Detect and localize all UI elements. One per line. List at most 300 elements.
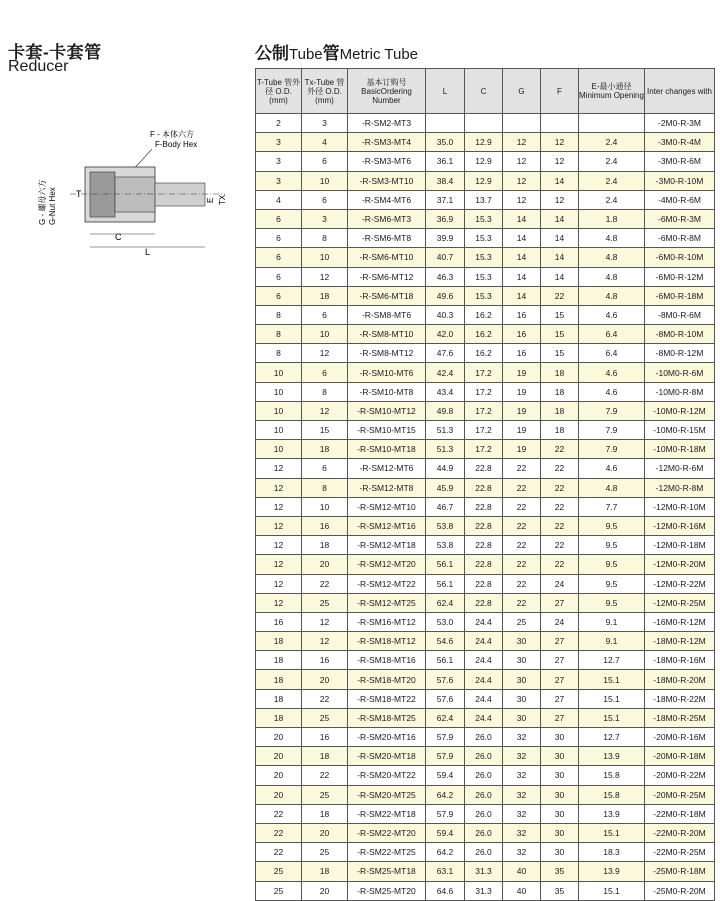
col-e-min-opening-cell: 4.6 bbox=[579, 382, 645, 401]
col-interchanges-cell: -8M0-R-10M bbox=[645, 325, 715, 344]
table-row bbox=[256, 344, 715, 363]
col-interchanges-cell: -12M0-R-20M bbox=[645, 555, 715, 574]
col-ordering-number-cell: -R-SM22-MT20 bbox=[348, 823, 426, 842]
col-ordering-number-cell: -R-SM20-MT18 bbox=[348, 747, 426, 766]
col-ordering-number-cell: -R-SM18-MT22 bbox=[348, 689, 426, 708]
col-g-cell: 14 bbox=[503, 286, 541, 305]
col-e-min-opening-cell: 15.1 bbox=[579, 823, 645, 842]
col-l-cell: 59.4 bbox=[426, 766, 465, 785]
col-t-tube-cell: 12 bbox=[256, 459, 302, 478]
col-g-cell: 40 bbox=[503, 862, 541, 881]
col-f-cell: 15 bbox=[541, 344, 579, 363]
col-ordering-number-cell: -R-SM20-MT25 bbox=[348, 785, 426, 804]
col-l-cell: 49.8 bbox=[426, 401, 465, 420]
col-c-cell: 22.8 bbox=[465, 555, 503, 574]
col-ordering-number-cell: -R-SM18-MT12 bbox=[348, 632, 426, 651]
col-f-cell: 22 bbox=[541, 440, 579, 459]
col-interchanges-cell: -3M0-R-10M bbox=[645, 171, 715, 190]
col-ordering-number-cell: -R-SM6-MT10 bbox=[348, 248, 426, 267]
col-ordering-number-cell: -R-SM18-MT16 bbox=[348, 651, 426, 670]
col-e-min-opening-cell: 2.4 bbox=[579, 133, 645, 152]
col-l-cell: 56.1 bbox=[426, 555, 465, 574]
col-f-cell: 18 bbox=[541, 421, 579, 440]
col-e-min-opening-cell: 4.6 bbox=[579, 459, 645, 478]
col-e-min-opening-cell: 15.8 bbox=[579, 785, 645, 804]
col-ordering-number-cell: -R-SM4-MT6 bbox=[348, 190, 426, 209]
col-g-cell: 32 bbox=[503, 823, 541, 842]
col-ordering-number-cell: -R-SM12-MT25 bbox=[348, 593, 426, 612]
col-l-cell: 42.4 bbox=[426, 363, 465, 382]
col-t-tube-cell: 10 bbox=[256, 401, 302, 420]
col-tx-tube-cell: 18 bbox=[302, 804, 348, 823]
col-c-cell: 15.3 bbox=[465, 286, 503, 305]
col-ordering-number-cell: -R-SM25-MT18 bbox=[348, 862, 426, 881]
table-row bbox=[256, 421, 715, 440]
col-t-tube-cell: 10 bbox=[256, 382, 302, 401]
col-f-cell: 12 bbox=[541, 190, 579, 209]
col-tx-tube-cell: 22 bbox=[302, 574, 348, 593]
col-l-cell: 54.6 bbox=[426, 632, 465, 651]
col-c-cell: 22.8 bbox=[465, 574, 503, 593]
col-c-cell: 24.4 bbox=[465, 632, 503, 651]
col-f-cell: 24 bbox=[541, 574, 579, 593]
col-t-tube-cell: 25 bbox=[256, 881, 302, 900]
col-l-cell: 51.3 bbox=[426, 421, 465, 440]
col-c-cell: 17.2 bbox=[465, 421, 503, 440]
col-c-cell: 26.0 bbox=[465, 804, 503, 823]
col-c-cell: 24.4 bbox=[465, 689, 503, 708]
col-t-tube-cell: 8 bbox=[256, 305, 302, 324]
col-t-tube-cell: 20 bbox=[256, 785, 302, 804]
table-row bbox=[256, 651, 715, 670]
table-row bbox=[256, 382, 715, 401]
col-f-cell: 27 bbox=[541, 670, 579, 689]
table-row bbox=[256, 632, 715, 651]
col-l-cell: 40.7 bbox=[426, 248, 465, 267]
col-tx-tube-cell: 16 bbox=[302, 651, 348, 670]
col-g-cell: 40 bbox=[503, 881, 541, 900]
col-g-cell: 22 bbox=[503, 593, 541, 612]
col-g-cell: 19 bbox=[503, 401, 541, 420]
col-f-cell: 30 bbox=[541, 747, 579, 766]
col-ordering-number-cell: -R-SM12-MT6 bbox=[348, 459, 426, 478]
col-tx-tube-cell: 25 bbox=[302, 708, 348, 727]
col-e-min-opening-cell: 7.9 bbox=[579, 401, 645, 420]
col-f-cell: 35 bbox=[541, 881, 579, 900]
col-l-cell: 64.2 bbox=[426, 843, 465, 862]
col-f-cell: 27 bbox=[541, 708, 579, 727]
col-interchanges-cell: -6M0-R-8M bbox=[645, 229, 715, 248]
col-c-cell: 17.2 bbox=[465, 363, 503, 382]
col-tx-tube-cell: 12 bbox=[302, 401, 348, 420]
col-c-cell: 13.7 bbox=[465, 190, 503, 209]
col-interchanges-cell: -18M0-R-22M bbox=[645, 689, 715, 708]
col-tx-tube-cell: 8 bbox=[302, 382, 348, 401]
col-c-cell: 26.0 bbox=[465, 785, 503, 804]
col-ordering-number-cell: -R-SM12-MT16 bbox=[348, 516, 426, 535]
col-l-cell bbox=[426, 114, 465, 133]
col-g-cell: 19 bbox=[503, 382, 541, 401]
table-row bbox=[256, 747, 715, 766]
product-title-en: Reducer bbox=[8, 58, 69, 75]
col-e-min-opening-cell: 15.1 bbox=[579, 689, 645, 708]
col-interchanges-cell: -18M0-R-16M bbox=[645, 651, 715, 670]
col-tx-tube-cell: 20 bbox=[302, 555, 348, 574]
col-e-min-opening-cell: 4.8 bbox=[579, 248, 645, 267]
col-ordering-number-cell: -R-SM18-MT20 bbox=[348, 670, 426, 689]
table-row bbox=[256, 459, 715, 478]
col-c-cell: 22.8 bbox=[465, 536, 503, 555]
col-interchanges-cell: -8M0-R-6M bbox=[645, 305, 715, 324]
col-tx-tube-cell: 18 bbox=[302, 747, 348, 766]
col-e-min-opening-cell: 4.6 bbox=[579, 363, 645, 382]
col-ordering-number-cell: -R-SM25-MT20 bbox=[348, 881, 426, 900]
col-ordering-number-cell: -R-SM3-MT4 bbox=[348, 133, 426, 152]
col-l-cell: 36.1 bbox=[426, 152, 465, 171]
col-l-cell: 39.9 bbox=[426, 229, 465, 248]
col-c-cell: 22.8 bbox=[465, 516, 503, 535]
col-t-tube-cell: 6 bbox=[256, 209, 302, 228]
col-f-cell: 30 bbox=[541, 766, 579, 785]
col-c-cell: 31.3 bbox=[465, 862, 503, 881]
col-interchanges-cell: -20M0-R-25M bbox=[645, 785, 715, 804]
table-row bbox=[256, 286, 715, 305]
table-body bbox=[256, 114, 715, 901]
f-label-cn: F - 本体六方 bbox=[150, 130, 194, 139]
table-row bbox=[256, 248, 715, 267]
dim-tx: TX bbox=[218, 194, 227, 205]
table-row bbox=[256, 267, 715, 286]
col-l-cell: 59.4 bbox=[426, 823, 465, 842]
col-g-cell: 22 bbox=[503, 574, 541, 593]
col-l-cell: 47.6 bbox=[426, 344, 465, 363]
col-e-min-opening-cell: 12.7 bbox=[579, 651, 645, 670]
table-row bbox=[256, 152, 715, 171]
col-tx-tube-cell: 22 bbox=[302, 689, 348, 708]
col-tx-tube-cell: 20 bbox=[302, 670, 348, 689]
col-interchanges-cell: -8M0-R-12M bbox=[645, 344, 715, 363]
col-interchanges-cell: -25M0-R-20M bbox=[645, 881, 715, 900]
col-interchanges-cell: -20M0-R-18M bbox=[645, 747, 715, 766]
col-ordering-number-cell: -R-SM20-MT16 bbox=[348, 728, 426, 747]
col-f-cell: 12 bbox=[541, 152, 579, 171]
table-row bbox=[256, 785, 715, 804]
col-tx-tube-cell: 12 bbox=[302, 267, 348, 286]
col-interchanges-cell: -16M0-R-12M bbox=[645, 612, 715, 631]
col-g-cell bbox=[503, 114, 541, 133]
col-e-min-opening-cell: 9.1 bbox=[579, 612, 645, 631]
col-e-min-opening-cell: 4.6 bbox=[579, 305, 645, 324]
col-t-tube-cell: 22 bbox=[256, 823, 302, 842]
col-t-tube-cell: 12 bbox=[256, 497, 302, 516]
col-l-cell: 63.1 bbox=[426, 862, 465, 881]
table-row bbox=[256, 823, 715, 842]
col-g-cell: 30 bbox=[503, 632, 541, 651]
table-header-row bbox=[256, 69, 715, 114]
dim-e: E bbox=[206, 197, 215, 203]
col-c-cell: 24.4 bbox=[465, 670, 503, 689]
table-row bbox=[256, 804, 715, 823]
col-ordering-number-cell: -R-SM8-MT12 bbox=[348, 344, 426, 363]
col-c-cell: 22.8 bbox=[465, 593, 503, 612]
col-f-cell: 22 bbox=[541, 536, 579, 555]
col-interchanges-cell: -6M0-R-18M bbox=[645, 286, 715, 305]
col-t-tube-cell: 3 bbox=[256, 152, 302, 171]
col-e-min-opening-cell: 7.9 bbox=[579, 440, 645, 459]
metric-reducer-table bbox=[255, 68, 715, 901]
col-f-cell: 12 bbox=[541, 133, 579, 152]
table-row bbox=[256, 555, 715, 574]
table-row bbox=[256, 497, 715, 516]
col-l-cell: 53.0 bbox=[426, 612, 465, 631]
col-ordering-number-cell: -R-SM12-MT20 bbox=[348, 555, 426, 574]
col-c-cell: 16.2 bbox=[465, 344, 503, 363]
col-g-cell: 32 bbox=[503, 747, 541, 766]
col-t-tube-cell: 22 bbox=[256, 804, 302, 823]
col-f-cell: 22 bbox=[541, 497, 579, 516]
col-ordering-number-cell: -R-SM16-MT12 bbox=[348, 612, 426, 631]
table-row bbox=[256, 114, 715, 133]
table-title-en: Metric Tube bbox=[339, 46, 419, 63]
col-c-cell: 15.3 bbox=[465, 248, 503, 267]
col-t-tube-cell: 20 bbox=[256, 747, 302, 766]
col-c-cell: 15.3 bbox=[465, 209, 503, 228]
table-row bbox=[256, 689, 715, 708]
col-f-cell: 14 bbox=[541, 267, 579, 286]
col-interchanges-cell: -3M0-R-6M bbox=[645, 152, 715, 171]
col-tx-tube-cell: 10 bbox=[302, 325, 348, 344]
dim-t: T bbox=[76, 189, 82, 199]
col-g-cell: 32 bbox=[503, 785, 541, 804]
col-interchanges-cell: -4M0-R-6M bbox=[645, 190, 715, 209]
col-g-cell: 19 bbox=[503, 363, 541, 382]
col-tx-tube-cell: 8 bbox=[302, 229, 348, 248]
col-e-min-opening-cell: 15.1 bbox=[579, 670, 645, 689]
col-interchanges-cell: -2M0-R-3M bbox=[645, 114, 715, 133]
col-t-tube-cell: 20 bbox=[256, 728, 302, 747]
col-g-cell: 30 bbox=[503, 708, 541, 727]
col-c-cell: 26.0 bbox=[465, 728, 503, 747]
fitting-body-shape bbox=[70, 167, 225, 222]
col-l-cell: 46.3 bbox=[426, 267, 465, 286]
col-g-cell: 32 bbox=[503, 843, 541, 862]
col-f-cell: 22 bbox=[541, 555, 579, 574]
col-interchanges-cell: -20M0-R-16M bbox=[645, 728, 715, 747]
col-l-cell: 53.8 bbox=[426, 536, 465, 555]
col-interchanges-cell: -12M0-R-10M bbox=[645, 497, 715, 516]
col-e-min-opening-cell: 9.5 bbox=[579, 555, 645, 574]
col-tx-tube-cell: 8 bbox=[302, 478, 348, 497]
col-interchanges-cell: -22M0-R-25M bbox=[645, 843, 715, 862]
col-f-cell: 30 bbox=[541, 785, 579, 804]
col-e-min-opening-cell: 13.9 bbox=[579, 804, 645, 823]
col-interchanges-cell: -6M0-R-3M bbox=[645, 209, 715, 228]
col-tx-tube-cell: 18 bbox=[302, 440, 348, 459]
col-g-cell: 30 bbox=[503, 651, 541, 670]
col-interchanges-cell: -25M0-R-18M bbox=[645, 862, 715, 881]
col-e-min-opening-cell: 2.4 bbox=[579, 152, 645, 171]
col-g-cell: 16 bbox=[503, 305, 541, 324]
col-f-cell: 27 bbox=[541, 651, 579, 670]
col-ordering-number-cell: -R-SM12-MT18 bbox=[348, 536, 426, 555]
col-c-cell: 16.2 bbox=[465, 305, 503, 324]
col-f-cell: 15 bbox=[541, 305, 579, 324]
col-c-cell: 17.2 bbox=[465, 440, 503, 459]
col-c-cell: 26.0 bbox=[465, 747, 503, 766]
col-t-tube-cell: 3 bbox=[256, 133, 302, 152]
table-row bbox=[256, 766, 715, 785]
col-ordering-number-cell: -R-SM8-MT10 bbox=[348, 325, 426, 344]
col-l-cell: 49.6 bbox=[426, 286, 465, 305]
col-tx-tube-cell: 6 bbox=[302, 305, 348, 324]
product-title-cn: 卡套-卡套管 bbox=[8, 43, 102, 62]
table-row bbox=[256, 862, 715, 881]
col-c-cell: 16.2 bbox=[465, 325, 503, 344]
table-row bbox=[256, 708, 715, 727]
col-tx-tube-cell: 6 bbox=[302, 152, 348, 171]
col-l-cell: 53.8 bbox=[426, 516, 465, 535]
col-tx-tube-cell: 10 bbox=[302, 497, 348, 516]
col-l-cell: 40.3 bbox=[426, 305, 465, 324]
table-title-tube-cn: 管 bbox=[322, 44, 340, 63]
col-f-cell: 30 bbox=[541, 843, 579, 862]
col-l-cell: 57.6 bbox=[426, 689, 465, 708]
col-f-cell: 15 bbox=[541, 325, 579, 344]
col-ordering-number-cell: -R-SM2-MT3 bbox=[348, 114, 426, 133]
col-c-cell: 12.9 bbox=[465, 152, 503, 171]
col-l-cell: 57.9 bbox=[426, 728, 465, 747]
col-f-cell bbox=[541, 114, 579, 133]
col-tx-tube-cell: 10 bbox=[302, 248, 348, 267]
table-row bbox=[256, 881, 715, 900]
col-interchanges-cell: -20M0-R-22M bbox=[645, 766, 715, 785]
col-t-tube-cell: 10 bbox=[256, 363, 302, 382]
col-g-cell: 32 bbox=[503, 728, 541, 747]
col-ordering-number-cell: -R-SM8-MT6 bbox=[348, 305, 426, 324]
col-g-cell: 22 bbox=[503, 497, 541, 516]
col-f-header: F bbox=[541, 69, 579, 114]
col-interchanges-cell: -6M0-R-10M bbox=[645, 248, 715, 267]
col-tx-tube-cell: 25 bbox=[302, 785, 348, 804]
col-c-cell: 24.4 bbox=[465, 708, 503, 727]
col-f-cell: 30 bbox=[541, 728, 579, 747]
table-row bbox=[256, 133, 715, 152]
col-t-tube-cell: 12 bbox=[256, 574, 302, 593]
col-ordering-number-cell: -R-SM6-MT12 bbox=[348, 267, 426, 286]
table-row bbox=[256, 593, 715, 612]
col-e-min-opening-cell: 9.5 bbox=[579, 516, 645, 535]
col-t-tube-cell: 8 bbox=[256, 344, 302, 363]
col-c-cell: 17.2 bbox=[465, 401, 503, 420]
col-e-min-opening-cell: 9.5 bbox=[579, 593, 645, 612]
table-row bbox=[256, 229, 715, 248]
col-g-cell: 32 bbox=[503, 766, 541, 785]
reducer-diagram bbox=[30, 125, 250, 265]
col-t-tube-cell: 18 bbox=[256, 651, 302, 670]
col-tx-tube-cell: 20 bbox=[302, 823, 348, 842]
col-f-cell: 18 bbox=[541, 382, 579, 401]
col-ordering-number-cell: -R-SM6-MT18 bbox=[348, 286, 426, 305]
table-row bbox=[256, 440, 715, 459]
col-f-cell: 22 bbox=[541, 459, 579, 478]
col-f-cell: 27 bbox=[541, 632, 579, 651]
col-interchanges-cell: -18M0-R-12M bbox=[645, 632, 715, 651]
col-l-cell: 56.1 bbox=[426, 651, 465, 670]
col-interchanges-cell: -12M0-R-8M bbox=[645, 478, 715, 497]
col-t-tube-cell: 6 bbox=[256, 267, 302, 286]
col-f-cell: 27 bbox=[541, 593, 579, 612]
col-interchanges-cell: -12M0-R-18M bbox=[645, 536, 715, 555]
col-ordering-number-cell: -R-SM12-MT8 bbox=[348, 478, 426, 497]
col-e-min-opening-cell: 4.8 bbox=[579, 267, 645, 286]
col-l-cell: 38.4 bbox=[426, 171, 465, 190]
col-g-cell: 30 bbox=[503, 670, 541, 689]
dim-l: L bbox=[145, 247, 151, 257]
col-interchanges-cell: -6M0-R-12M bbox=[645, 267, 715, 286]
col-t-tube-cell: 12 bbox=[256, 516, 302, 535]
col-l-cell: 46.7 bbox=[426, 497, 465, 516]
col-g-cell: 22 bbox=[503, 555, 541, 574]
col-t-tube-cell: 12 bbox=[256, 555, 302, 574]
col-tx-tube-cell: 25 bbox=[302, 843, 348, 862]
col-tx-tube-cell: 12 bbox=[302, 632, 348, 651]
col-tx-tube-cell: 16 bbox=[302, 516, 348, 535]
col-g-cell: 14 bbox=[503, 267, 541, 286]
col-c-cell: 26.0 bbox=[465, 766, 503, 785]
col-t-tube-cell: 10 bbox=[256, 421, 302, 440]
col-interchanges-cell: -12M0-R-25M bbox=[645, 593, 715, 612]
col-l-cell: 36.9 bbox=[426, 209, 465, 228]
col-e-min-opening-cell: 4.8 bbox=[579, 478, 645, 497]
col-ordering-number-header: 基本订购号 BasicOrdering Number bbox=[348, 69, 426, 114]
col-tx-tube-cell: 16 bbox=[302, 728, 348, 747]
col-f-cell: 22 bbox=[541, 516, 579, 535]
col-f-cell: 35 bbox=[541, 862, 579, 881]
col-e-min-opening-cell: 7.9 bbox=[579, 421, 645, 440]
col-l-cell: 62.4 bbox=[426, 708, 465, 727]
col-g-cell: 14 bbox=[503, 248, 541, 267]
col-t-tube-cell: 20 bbox=[256, 766, 302, 785]
col-t-tube-cell: 12 bbox=[256, 478, 302, 497]
col-c-cell: 12.9 bbox=[465, 133, 503, 152]
col-l-cell: 64.2 bbox=[426, 785, 465, 804]
col-f-cell: 30 bbox=[541, 804, 579, 823]
col-interchanges-header: Inter changes with bbox=[645, 69, 715, 114]
col-g-cell: 22 bbox=[503, 516, 541, 535]
col-ordering-number-cell: -R-SM22-MT18 bbox=[348, 804, 426, 823]
col-c-cell: 22.8 bbox=[465, 459, 503, 478]
col-g-cell: 14 bbox=[503, 229, 541, 248]
col-ordering-number-cell: -R-SM3-MT6 bbox=[348, 152, 426, 171]
col-ordering-number-cell: -R-SM12-MT10 bbox=[348, 497, 426, 516]
col-f-cell: 14 bbox=[541, 171, 579, 190]
col-tx-tube-cell: 18 bbox=[302, 862, 348, 881]
col-interchanges-cell: -12M0-R-16M bbox=[645, 516, 715, 535]
col-interchanges-cell: -12M0-R-22M bbox=[645, 574, 715, 593]
col-e-min-opening-cell: 2.4 bbox=[579, 171, 645, 190]
col-ordering-number-cell: -R-SM6-MT3 bbox=[348, 209, 426, 228]
col-f-cell: 30 bbox=[541, 823, 579, 842]
col-f-cell: 22 bbox=[541, 286, 579, 305]
col-c-cell bbox=[465, 114, 503, 133]
col-f-cell: 14 bbox=[541, 248, 579, 267]
col-t-tube-cell: 18 bbox=[256, 708, 302, 727]
col-c-header: C bbox=[465, 69, 503, 114]
col-l-cell: 45.9 bbox=[426, 478, 465, 497]
col-l-cell: 56.1 bbox=[426, 574, 465, 593]
col-g-cell: 22 bbox=[503, 478, 541, 497]
col-t-tube-cell: 22 bbox=[256, 843, 302, 862]
